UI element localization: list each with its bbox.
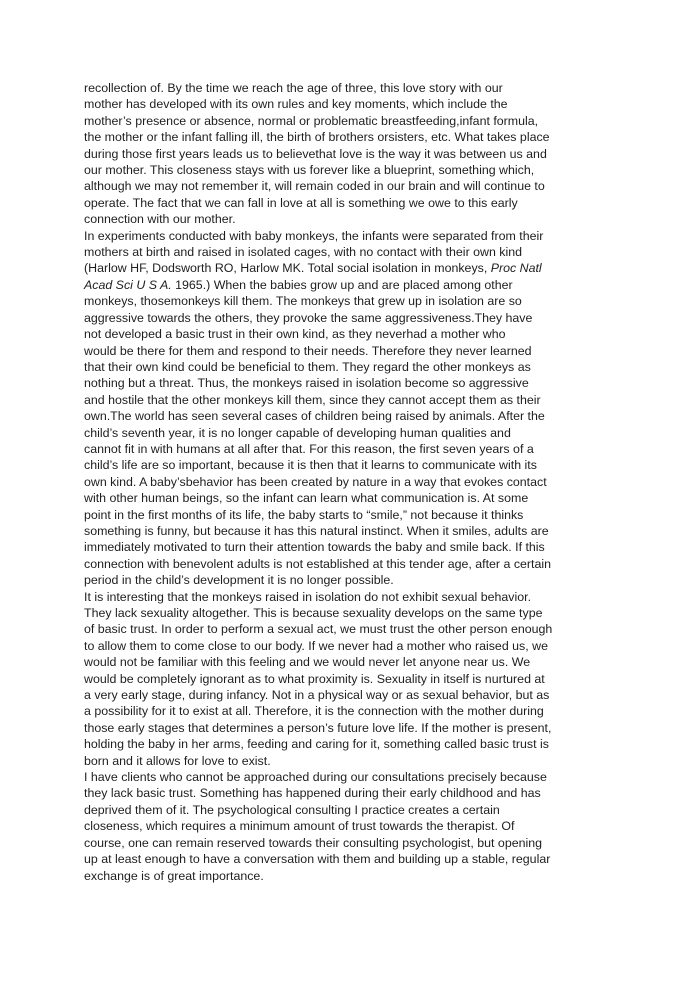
paragraph-text: 1965.) When the babies grow up and are placed among other monkeys, thosemonkeys kill them. The monkeys that grew up in isolation are so aggressive towards the others, they provoke the same aggressiveness.They have not developed a basic trust in their own kind, as they neverhad a mother who would be there for them and respond to their needs. Therefore they never learned that their own kind could be beneficial to them. They regard the other monkeys as nothing but a threat. Thus, the monkeys raised in isolation become so aggressive and hostile that the other monkeys kill them, since they cannot accept them as their own.The world has seen several cases of children being raised by animals. After the child’s seventh year, it is no longer capable of developing human qualities and cannot fit in with humans at all after that. For this reason, the first seven years of a child’s life are so important, because it is then that it learns to communicate with its own kind. A baby’sbehavior has been created by nature in a way that evokes contact with other human beings, so the infant can learn what communication is. At some point in the first months of its life, the baby starts to “smile,” not because it thinks something is funny, but because it has this natural instinct. When it smiles, adults are immediately motivated to turn their attention towards the baby and smile back. If this connection with benevolent adults is not established at this tender age, after a certain period in the child’s development it is no longer possible. bbox=[84, 277, 552, 588]
paragraph-clients-trust bbox=[84, 769, 620, 884]
paragraph-monkey-experiment bbox=[84, 228, 620, 589]
journal-citation: Proc Natl Acad Sci U S A. bbox=[84, 261, 542, 292]
paragraph-sexual-behavior bbox=[84, 589, 620, 769]
paragraph-text: It is interesting that the monkeys raised in isolation do not exhibit sexual behavior. They lack sexuality altogether. This is because sexuality develops on the same type of basic trust. In order to perform a sexual act, we must trust the other person enough to allow them to come close to our body. If we never had a mother who raised us, we would not be familiar with this feeling and we would never let anyone near us. We would be completely ignorant as to what proximity is. Sexuality in itself is nurtured at a very early stage, during infancy. Not in a physical way or as sexual behavior, but as a possibility for it to exist at all. Therefore, it is the connection with the mother during those early stages that determines a person’s future love life. If the mother is present, holding the baby in her arms, feeding and caring for it, something called basic trust is born and it allows for love to exist. bbox=[84, 589, 553, 768]
paragraph-text: recollection of. By the time we reach the age of three, this love story with our mother has developed with its own rules and key moments, which include the mother’s presence or absence, normal or problematic breastfeeding,infant formula, the mother or the infant falling ill, the birth of brothers orsisters, etc. What takes place during those first years leads us to believethat love is the way it was between us and our mother. This closeness stays with us forever like a blueprint, something which, although we may not remember it, will remain coded in our brain and will continue to operate. The fact that we can fall in love at all is something we owe to this early connection with our mother. bbox=[84, 81, 550, 227]
paragraph-love-blueprint bbox=[84, 80, 620, 228]
paragraph-text: In experiments conducted with baby monkeys, the infants were separated from their mothers at birth and raised in isolated cages, with no contact with their own kind (Harlow HF, Dodsworth RO, Harlow MK. Total social isolation in monkeys, bbox=[84, 228, 544, 276]
paragraph-text: I have clients who cannot be approached during our consultations precisely because they lack basic trust. Something has happened during their early childhood and has deprived them of it. The psychological consulting I practice creates a certain closeness, which requires a minimum amount of trust towards the therapist. Of course, one can remain reserved towards their consulting psychologist, but opening up at least enough to have a conversation with them and building up a stable, regular exchange is of great importance. bbox=[84, 770, 551, 883]
document-body bbox=[84, 80, 620, 884]
